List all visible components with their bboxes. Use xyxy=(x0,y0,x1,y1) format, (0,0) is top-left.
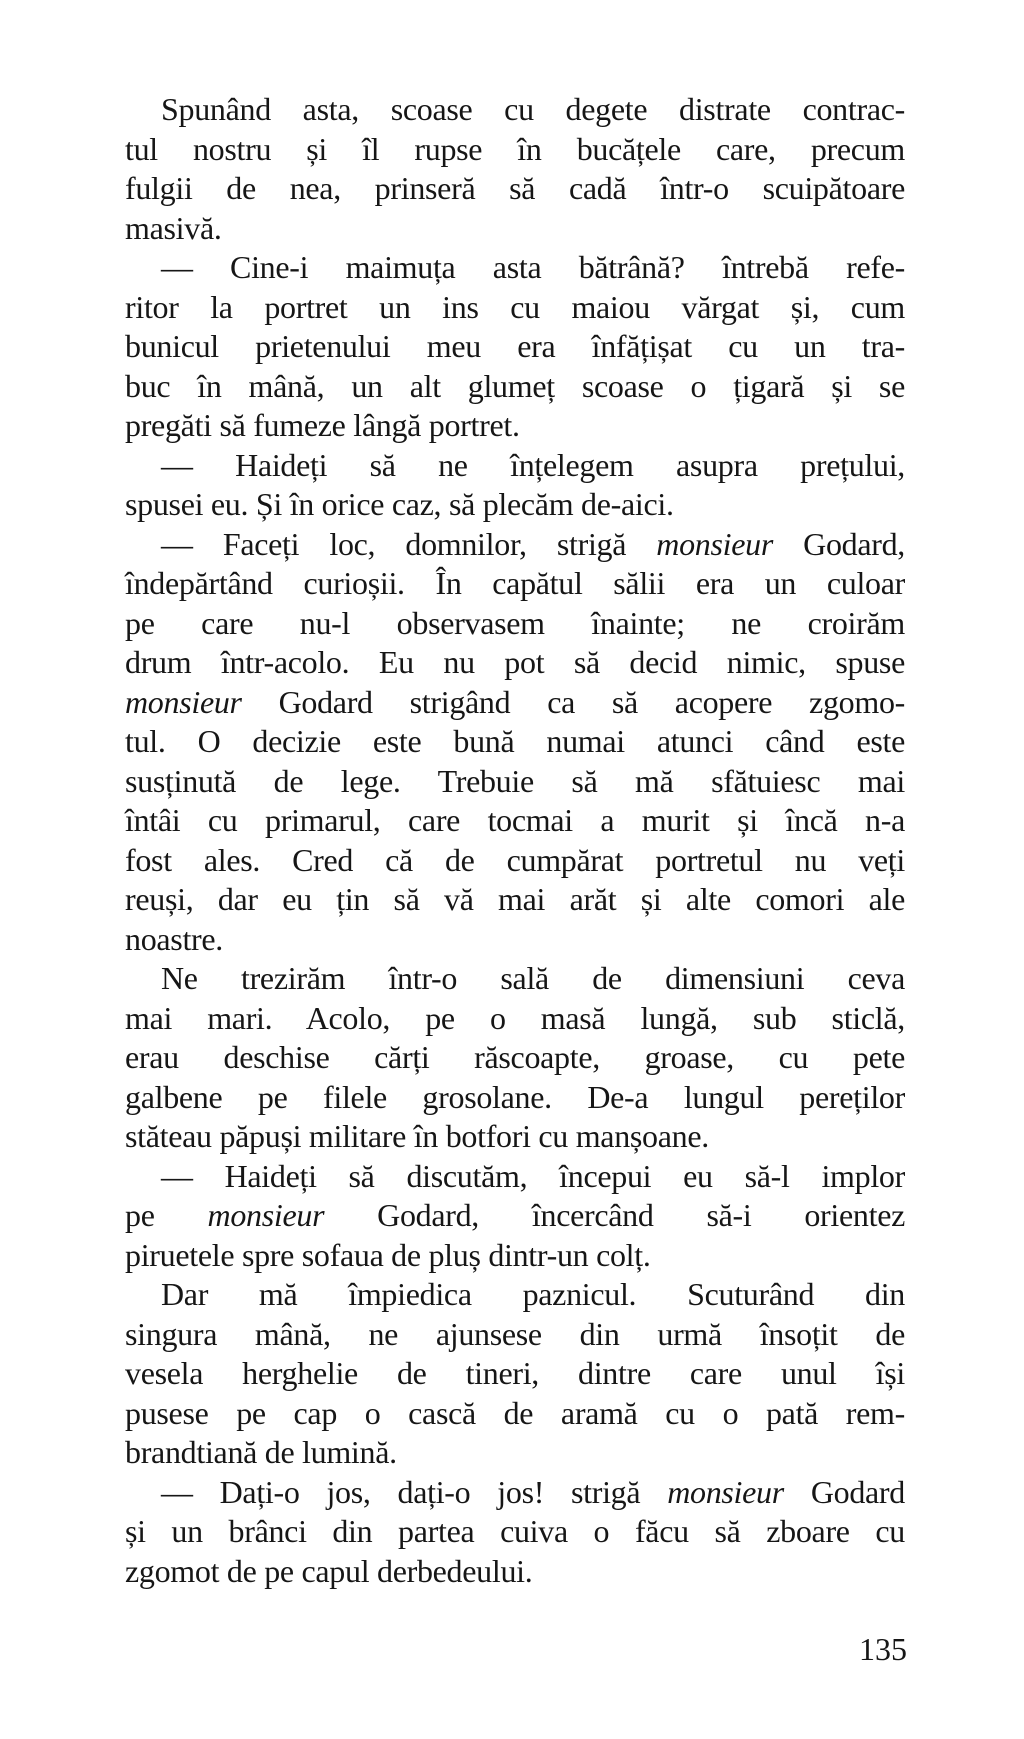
text-segment: fulgii de nea, prinseră să cadă într-o scuipătoare xyxy=(125,170,905,206)
text-segment: singura mână, ne ajunsese din urmă însoțit de xyxy=(125,1315,905,1352)
text-segment: îndepărtând curioșii. În capătul sălii era un culoar xyxy=(125,565,905,601)
text-segment: drum într-acolo. Eu nu pot să decid nimic, spuse xyxy=(125,644,905,680)
text-segment: Godard xyxy=(783,1473,905,1510)
text-line xyxy=(125,683,905,723)
text-segment: masivă. xyxy=(125,209,222,246)
text-segment: reuși, dar eu țin să vă mai arăt și alte comori ale xyxy=(125,881,905,917)
text-segment: — Haideți să discutăm, începui eu să-l implor xyxy=(161,1157,905,1194)
text-segment: — Dați-o jos, dați-o jos! strigă xyxy=(161,1473,668,1510)
text-line xyxy=(125,1354,905,1394)
italic-text: monsieur xyxy=(207,1197,325,1233)
text-line xyxy=(125,169,905,209)
text-line xyxy=(125,999,905,1039)
text-line xyxy=(125,367,905,407)
text-segment: susținută de lege. Trebuie să mă sfătuiesc mai xyxy=(125,762,905,799)
text-line xyxy=(125,248,905,288)
text-segment: — Faceți loc, domnilor, strigă xyxy=(161,525,657,562)
text-line xyxy=(125,762,905,802)
text-line xyxy=(125,1433,905,1473)
text-line xyxy=(125,1394,905,1434)
italic-text: monsieur xyxy=(125,683,242,720)
text-segment: spusei eu. Și în orice caz, să plecăm de-aici. xyxy=(125,486,674,522)
text-line xyxy=(125,90,905,130)
text-line xyxy=(125,1275,905,1315)
text-line xyxy=(125,1512,905,1552)
text-segment: Godard strigând ca să acopere zgomo- xyxy=(241,683,905,720)
text-line xyxy=(125,288,905,328)
text-line xyxy=(125,327,905,367)
text-segment: și un brânci din partea cuiva o făcu să zboare cu xyxy=(125,1513,905,1549)
text-line xyxy=(125,841,905,881)
text-segment: pusese pe cap o cască de aramă cu o pată rem- xyxy=(125,1394,905,1431)
text-line xyxy=(125,525,905,565)
text-segment: noastre. xyxy=(125,920,224,957)
text-segment: tul. O decizie este bună numai atunci când este xyxy=(125,723,905,759)
text-segment: Dar mă împiedica paznicul. Scuturând din xyxy=(161,1276,905,1312)
text-segment: ritor la portret un ins cu maiou vărgat și, cum xyxy=(125,288,905,325)
text-segment: erau deschise cărți răscoapte, groase, cu pete xyxy=(125,1039,905,1075)
text-line xyxy=(125,880,905,920)
text-segment: galbene pe filele grosolane. De-a lungul pereților xyxy=(125,1078,905,1115)
text-line xyxy=(125,1552,905,1592)
text-segment: bunicul prietenului meu era înfățișat cu un tra- xyxy=(125,328,905,364)
text-segment: pe care nu-l observasem înainte; ne croirăm xyxy=(125,604,905,641)
text-segment: tul nostru și îl rupse în bucățele care, precum xyxy=(125,130,905,167)
text-line xyxy=(125,1078,905,1118)
text-line xyxy=(125,485,905,525)
text-segment: Godard, xyxy=(773,525,905,562)
text-segment: — Haideți să ne înțelegem asupra prețului, xyxy=(161,446,905,483)
text-line xyxy=(125,406,905,446)
text-block xyxy=(125,90,905,1591)
text-line xyxy=(125,130,905,170)
text-segment: brandtiană de lumină. xyxy=(125,1434,397,1470)
text-segment: Godard, încercând să-i orientez xyxy=(324,1197,906,1233)
text-line xyxy=(125,1117,905,1157)
text-line xyxy=(125,564,905,604)
text-line xyxy=(125,446,905,486)
text-line xyxy=(125,1236,905,1276)
text-segment: mai mari. Acolo, pe o masă lungă, sub sticlă, xyxy=(125,999,905,1036)
text-line xyxy=(125,1038,905,1078)
text-segment: — Cine-i maimuța asta bătrână? întrebă refe- xyxy=(161,249,905,285)
italic-text: monsieur xyxy=(656,525,773,562)
italic-text: monsieur xyxy=(667,1473,784,1510)
text-line xyxy=(125,1315,905,1355)
text-segment: stăteau păpuși militare în botfori cu manșoane. xyxy=(125,1118,709,1154)
text-line xyxy=(125,1157,905,1197)
text-line xyxy=(125,920,905,960)
page-number: 135 xyxy=(859,1631,907,1667)
text-line xyxy=(125,959,905,999)
text-segment: piruetele spre sofaua de pluș dintr-un colț. xyxy=(125,1236,651,1273)
text-line xyxy=(125,722,905,762)
text-line xyxy=(125,1196,905,1236)
text-line xyxy=(125,1473,905,1513)
text-segment: fost ales. Cred că de cumpărat portretul nu veți xyxy=(125,841,905,878)
text-segment: buc în mână, un alt glumeț scoase o țigară și se xyxy=(125,367,905,404)
text-segment: pregăti să fumeze lângă portret. xyxy=(125,407,520,443)
text-segment: Ne trezirăm într-o sală de dimensiuni ceva xyxy=(161,960,905,996)
text-line xyxy=(125,209,905,249)
text-segment: vesela herghelie de tineri, dintre care unul își xyxy=(125,1355,905,1391)
text-line xyxy=(125,643,905,683)
text-line xyxy=(125,801,905,841)
text-segment: întâi cu primarul, care tocmai a murit și încă n-a xyxy=(125,802,905,838)
text-line xyxy=(125,604,905,644)
text-segment: pe xyxy=(125,1197,208,1233)
text-segment: zgomot de pe capul derbedeului. xyxy=(125,1552,533,1589)
text-segment: Spunând asta, scoase cu degete distrate contrac- xyxy=(161,91,905,127)
